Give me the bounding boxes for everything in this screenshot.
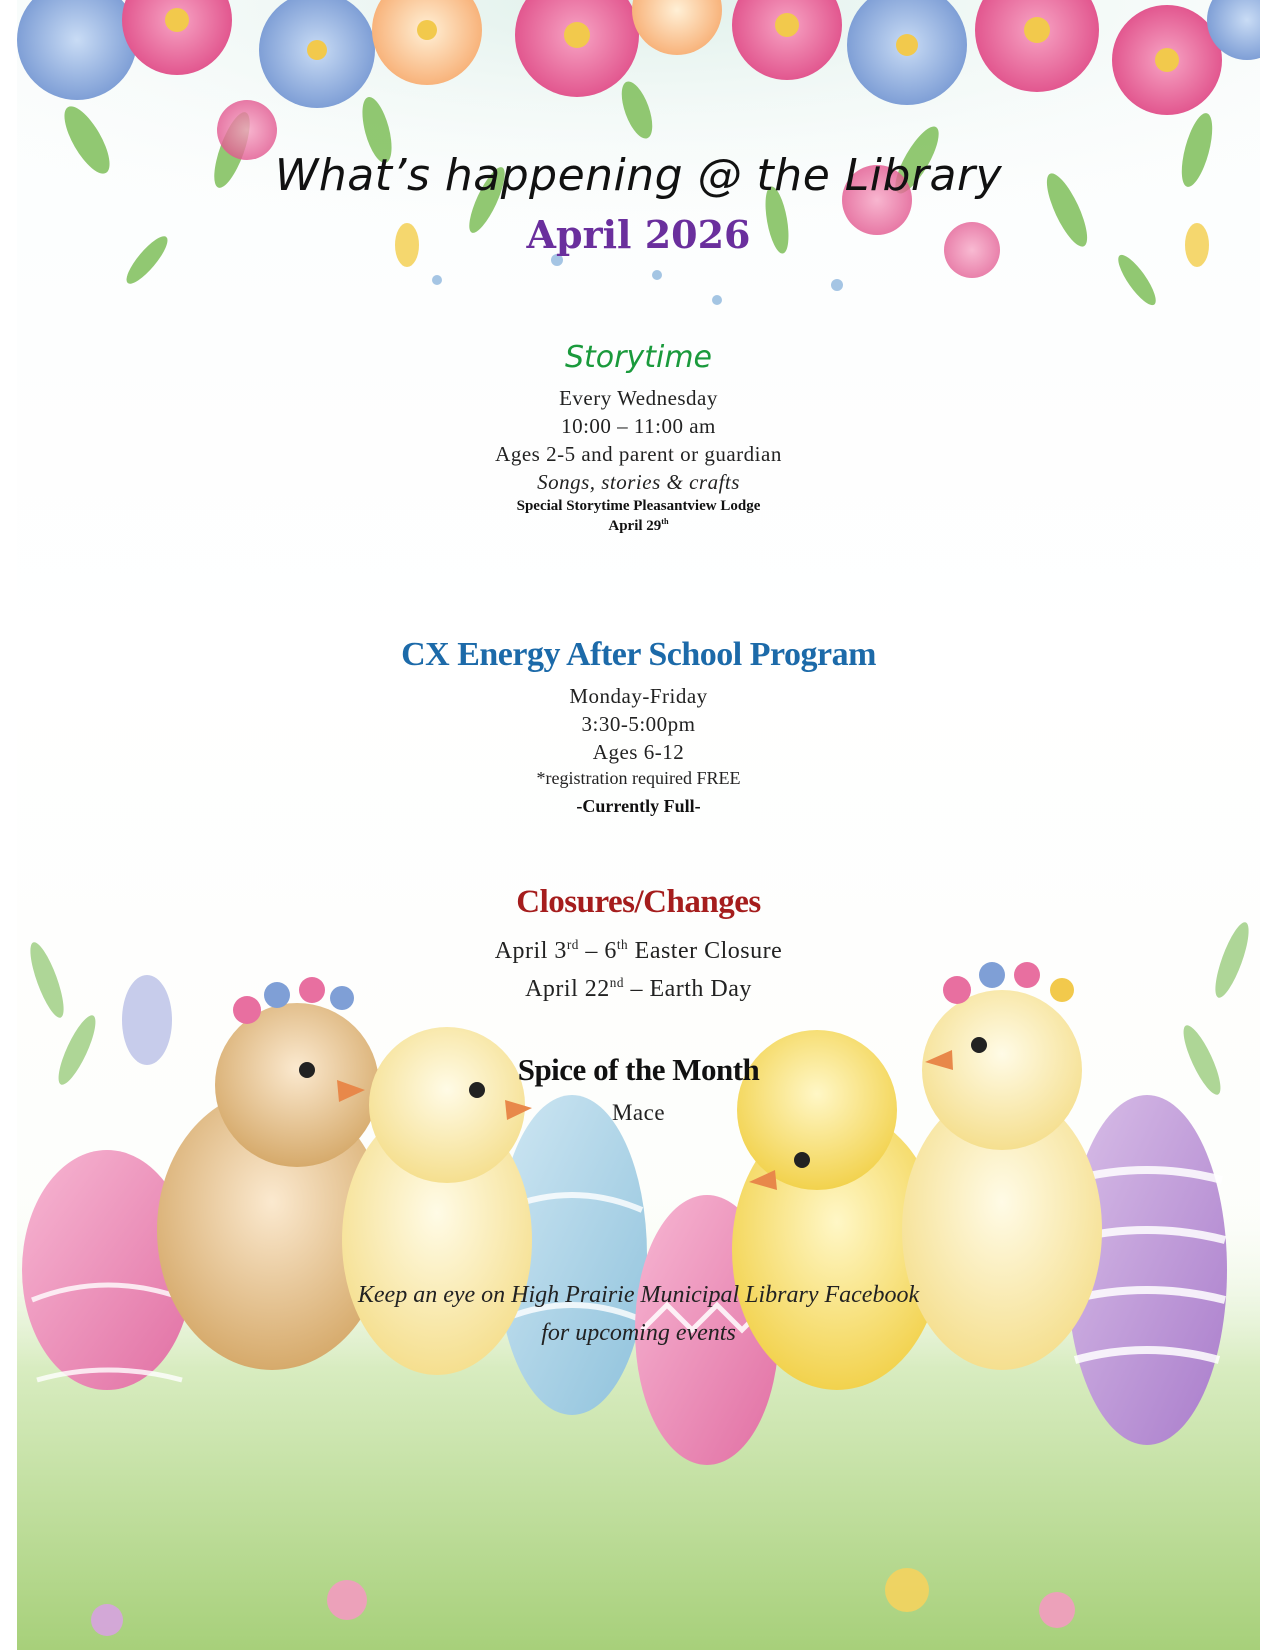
- facebook-note: Keep an eye on High Prairie Municipal Library Facebook: [357, 1282, 920, 1308]
- flyer-page: [17, 0, 1260, 1650]
- spice-value: Mace: [611, 1100, 666, 1125]
- program-time: 3:30-5:00pm: [581, 712, 696, 736]
- storytime-time: 10:00 – 11:00 am: [561, 414, 716, 438]
- program-ages: Ages 6-12: [592, 740, 685, 764]
- month-subtitle: April 2026: [526, 212, 751, 257]
- program-status: -Currently Full-: [576, 796, 701, 816]
- page-title: What’s happening @ the Library: [274, 150, 1003, 201]
- spice-heading: Spice of the Month: [517, 1052, 760, 1087]
- storytime-ages: Ages 2-5 and parent or guardian: [495, 442, 782, 466]
- program-heading: CX Energy After School Program: [401, 636, 876, 673]
- storytime-heading: Storytime: [564, 340, 713, 375]
- facebook-note-line2: for upcoming events: [541, 1320, 736, 1346]
- closure-earth-day: April 22nd – Earth Day: [525, 975, 752, 1002]
- closure-easter: April 3rd – 6th Easter Closure: [494, 937, 783, 964]
- storytime-day: Every Wednesday: [559, 386, 718, 410]
- flyer-content: [17, 0, 1260, 1650]
- storytime-special: Special Storytime Pleasantview Lodge: [516, 498, 761, 514]
- program-registration: *registration required FREE: [536, 768, 741, 788]
- closures-heading: Closures/Changes: [516, 884, 761, 920]
- storytime-activities: Songs, stories & crafts: [537, 470, 740, 494]
- storytime-special-date: April 29th: [608, 517, 669, 534]
- program-days: Monday-Friday: [569, 684, 708, 708]
